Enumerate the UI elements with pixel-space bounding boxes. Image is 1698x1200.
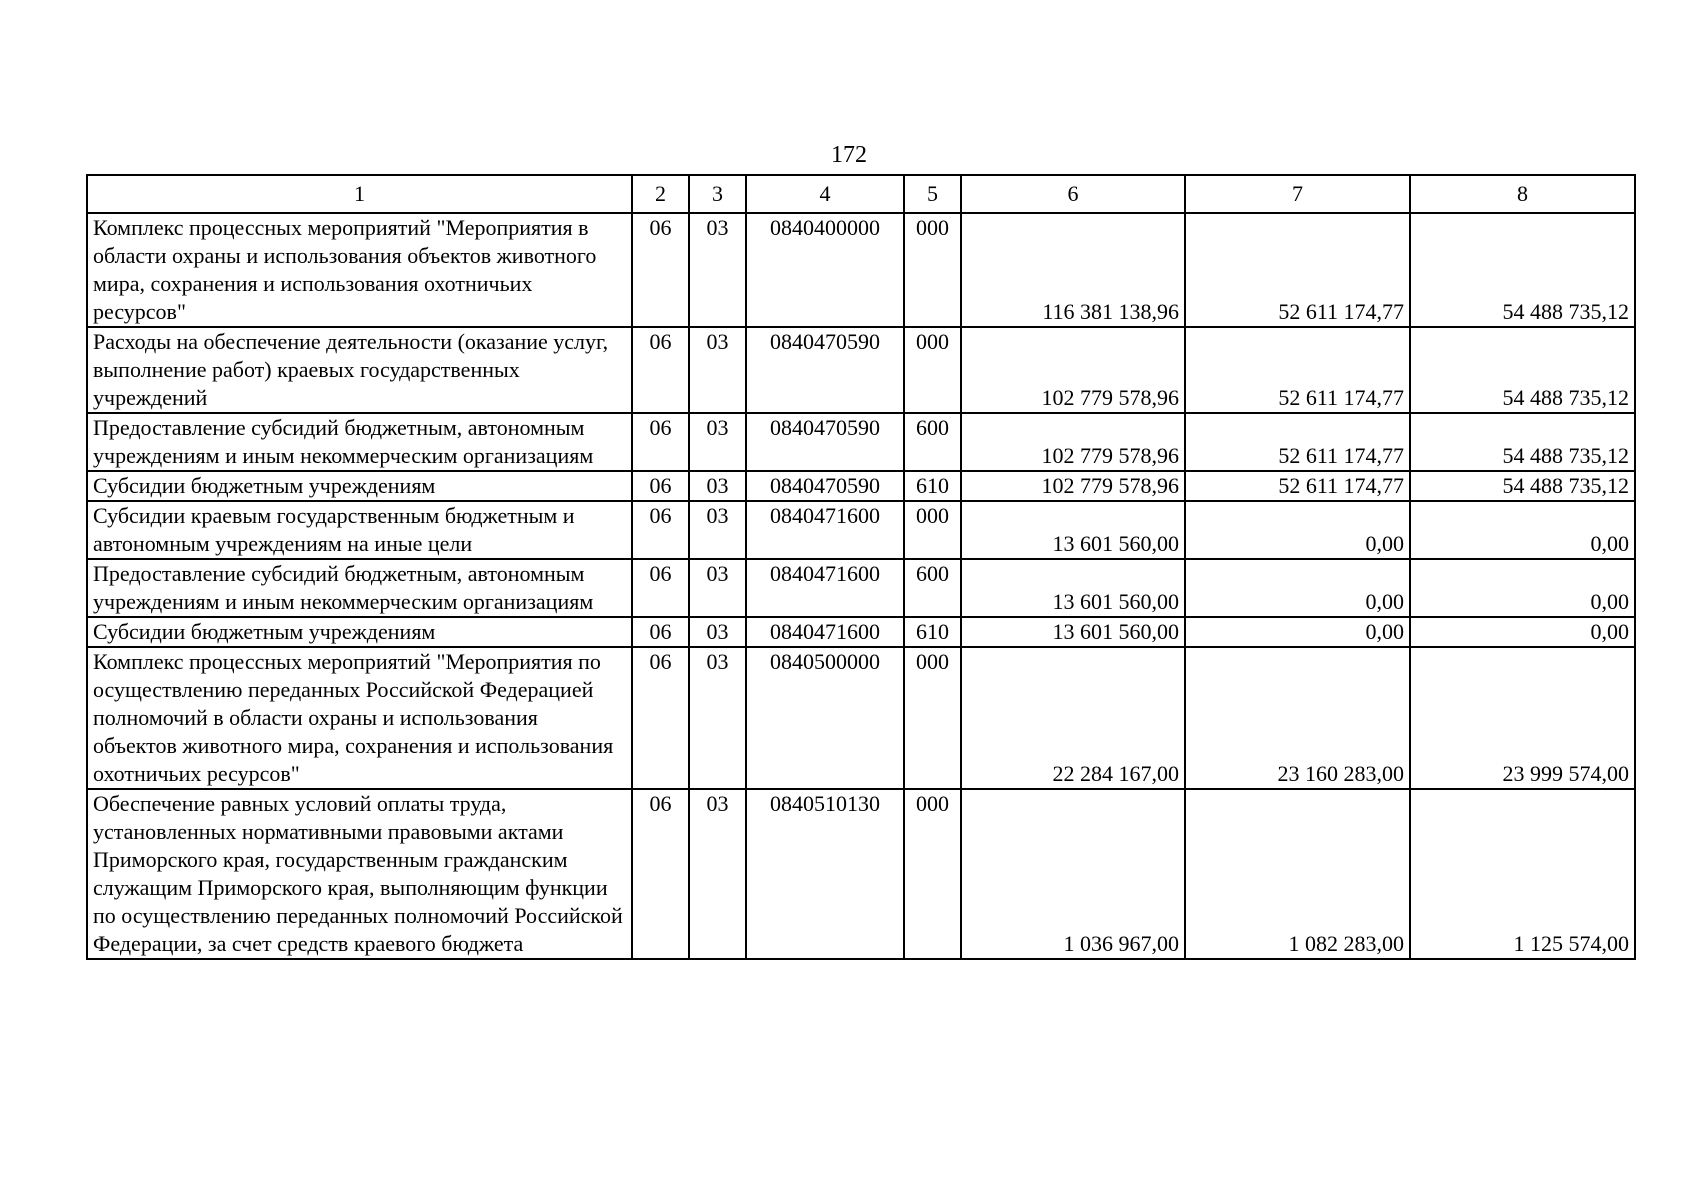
amount-col-7: 52 611 174,77 [1185,471,1410,501]
table-row [87,471,1635,501]
table-row [87,647,1635,789]
subsection-code: 03 [689,559,746,617]
amount-col-8: 0,00 [1410,501,1635,559]
expense-type-code: 000 [904,501,961,559]
header-col-5: 5 [904,175,961,213]
section-code: 06 [632,789,689,959]
amount-col-8: 54 488 735,12 [1410,327,1635,413]
row-name: Субсидии краевым государственным бюджетным и автономным учреждениям на иные цели [87,501,632,559]
header-col-4: 4 [746,175,904,213]
amount-col-7: 0,00 [1185,559,1410,617]
header-col-8: 8 [1410,175,1635,213]
amount-col-6: 13 601 560,00 [961,617,1185,647]
table-row [87,501,1635,559]
amount-col-6: 102 779 578,96 [961,471,1185,501]
target-article-code: 0840470590 [746,327,904,413]
table-row [87,327,1635,413]
subsection-code: 03 [689,647,746,789]
amount-col-8: 23 999 574,00 [1410,647,1635,789]
row-name: Обеспечение равных условий оплаты труда, установленных нормативными правовыми актами Приморского края, государственным гражданским служащим Приморского края, выполняющим функции по осуществлению переданных полномочий Российской Федерации, за счет средств краевого бюджета [87,789,632,959]
target-article-code: 0840500000 [746,647,904,789]
header-col-3: 3 [689,175,746,213]
subsection-code: 03 [689,501,746,559]
expense-type-code: 610 [904,471,961,501]
section-code: 06 [632,647,689,789]
amount-col-8: 54 488 735,12 [1410,471,1635,501]
section-code: 06 [632,501,689,559]
expense-type-code: 610 [904,617,961,647]
expense-type-code: 000 [904,213,961,327]
row-name: Предоставление субсидий бюджетным, автономным учреждениям и иным некоммерческим организациям [87,559,632,617]
target-article-code: 0840471600 [746,617,904,647]
section-code: 06 [632,559,689,617]
subsection-code: 03 [689,413,746,471]
table-row [87,413,1635,471]
target-article-code: 0840510130 [746,789,904,959]
amount-col-6: 13 601 560,00 [961,559,1185,617]
row-name: Комплекс процессных мероприятий "Мероприятия по осуществлению переданных Российской Федерацией полномочий в области охраны и использования объектов животного мира, сохранения и использования охотничьих ресурсов" [87,647,632,789]
amount-col-6: 13 601 560,00 [961,501,1185,559]
budget-table [86,174,1636,960]
expense-type-code: 000 [904,327,961,413]
expense-type-code: 600 [904,559,961,617]
section-code: 06 [632,471,689,501]
target-article-code: 0840400000 [746,213,904,327]
row-name: Предоставление субсидий бюджетным, автономным учреждениям и иным некоммерческим организациям [87,413,632,471]
target-article-code: 0840470590 [746,413,904,471]
amount-col-6: 102 779 578,96 [961,327,1185,413]
subsection-code: 03 [689,327,746,413]
header-col-7: 7 [1185,175,1410,213]
page-number: 172 [831,142,867,168]
expense-type-code: 600 [904,413,961,471]
target-article-code: 0840470590 [746,471,904,501]
subsection-code: 03 [689,471,746,501]
amount-col-7: 52 611 174,77 [1185,327,1410,413]
row-name: Субсидии бюджетным учреждениям [87,617,632,647]
amount-col-7: 52 611 174,77 [1185,213,1410,327]
amount-col-8: 0,00 [1410,559,1635,617]
header-col-6: 6 [961,175,1185,213]
expense-type-code: 000 [904,789,961,959]
amount-col-6: 116 381 138,96 [961,213,1185,327]
target-article-code: 0840471600 [746,559,904,617]
amount-col-7: 0,00 [1185,617,1410,647]
row-name: Субсидии бюджетным учреждениям [87,471,632,501]
header-col-2: 2 [632,175,689,213]
row-name: Комплекс процессных мероприятий "Мероприятия в области охраны и использования объектов животного мира, сохранения и использования охотничьих ресурсов" [87,213,632,327]
amount-col-6: 22 284 167,00 [961,647,1185,789]
table-row [87,559,1635,617]
section-code: 06 [632,327,689,413]
section-code: 06 [632,213,689,327]
amount-col-7: 52 611 174,77 [1185,413,1410,471]
expense-type-code: 000 [904,647,961,789]
subsection-code: 03 [689,213,746,327]
amount-col-8: 0,00 [1410,617,1635,647]
section-code: 06 [632,413,689,471]
amount-col-7: 1 082 283,00 [1185,789,1410,959]
amount-col-8: 1 125 574,00 [1410,789,1635,959]
row-name: Расходы на обеспечение деятельности (оказание услуг, выполнение работ) краевых государственных учреждений [87,327,632,413]
header-col-1: 1 [87,175,632,213]
amount-col-8: 54 488 735,12 [1410,213,1635,327]
table-row [87,789,1635,959]
amount-col-6: 102 779 578,96 [961,413,1185,471]
amount-col-7: 0,00 [1185,501,1410,559]
table-row [87,213,1635,327]
amount-col-8: 54 488 735,12 [1410,413,1635,471]
subsection-code: 03 [689,789,746,959]
subsection-code: 03 [689,617,746,647]
target-article-code: 0840471600 [746,501,904,559]
table-row [87,617,1635,647]
amount-col-6: 1 036 967,00 [961,789,1185,959]
amount-col-7: 23 160 283,00 [1185,647,1410,789]
header-row [87,175,1635,213]
section-code: 06 [632,617,689,647]
